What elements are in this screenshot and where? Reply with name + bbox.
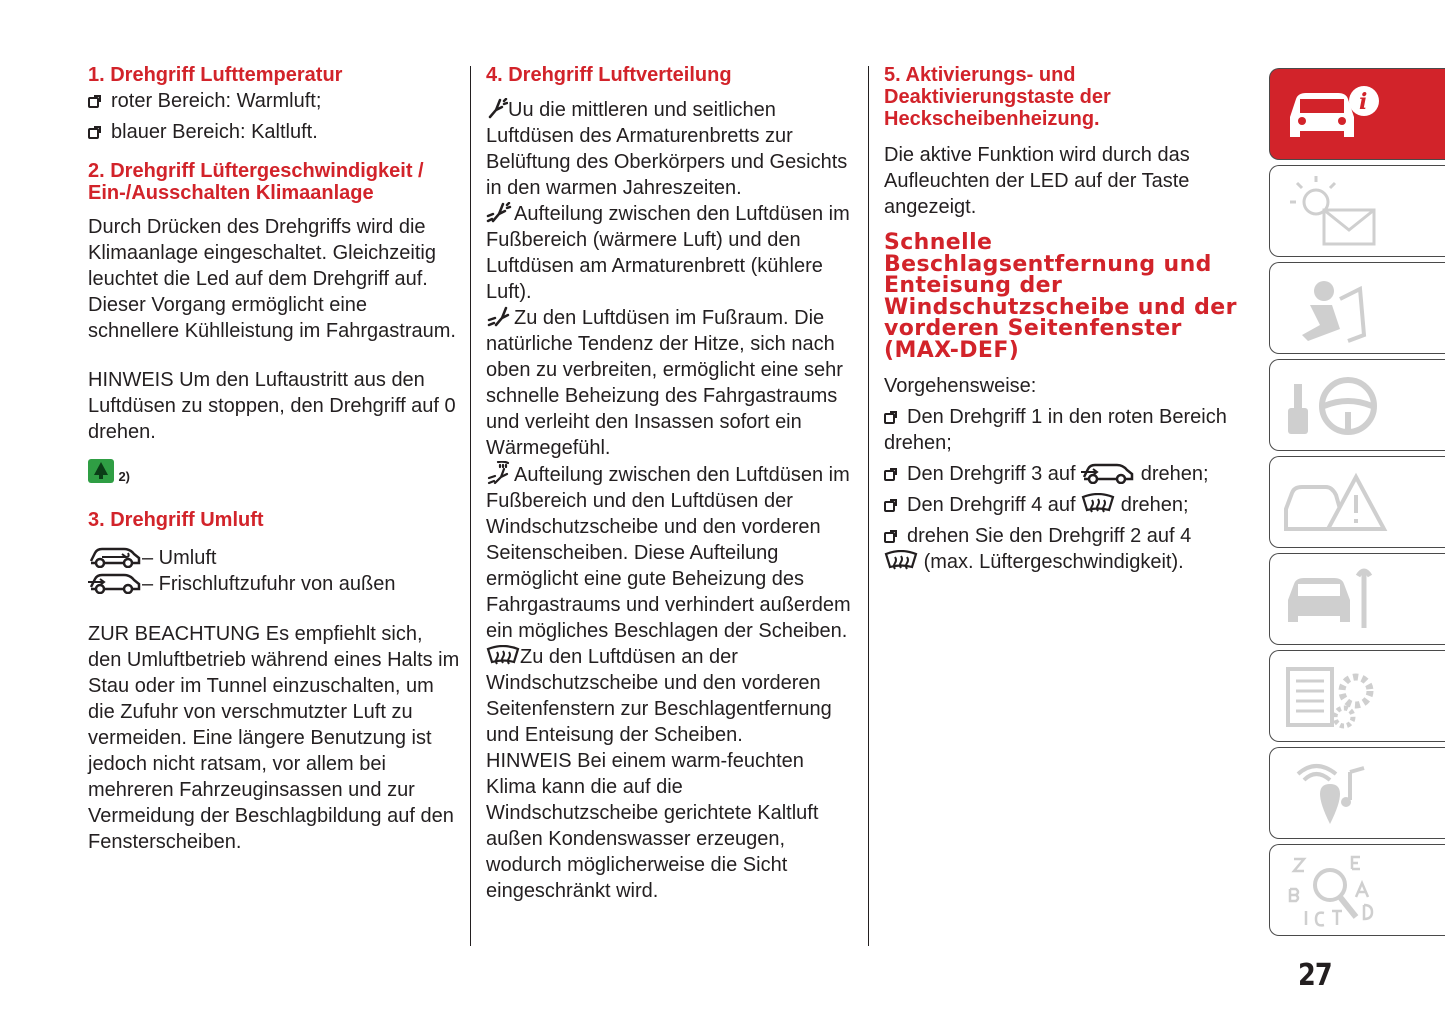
column-1 — [88, 62, 460, 855]
lights-envelope-icon — [1280, 172, 1390, 252]
bullet-blue-range: blauer Bereich: Kaltluft. — [88, 119, 460, 145]
tab-maintenance[interactable] — [1269, 553, 1445, 645]
tab-technical-data[interactable] — [1269, 650, 1445, 742]
note-humid-climate: HINWEIS Bei einem warm-feuchten Klima kann die auf die Windschutzscheibe gerichtete Kaltluft außen Kondenswasser erzeugen, wodurch möglicherweise die Sicht eingeschränkt wird. — [486, 750, 819, 902]
tab-dashboard-info[interactable] — [1269, 68, 1445, 160]
windscreen-defrost-icon — [884, 550, 918, 572]
column-3 — [884, 62, 1256, 575]
fresh-air-car-icon — [88, 572, 142, 594]
vent-feet-windscreen-icon — [486, 461, 514, 485]
bullet-icon — [884, 470, 895, 481]
step-1: Den Drehgriff 1 in den roten Bereich drehen; — [884, 406, 1227, 454]
heading-rear-window-heating: 5. Aktivierungs- und Deaktivierungstaste der Heckscheibenheizung. — [884, 64, 1111, 130]
tab-index[interactable] — [1269, 844, 1445, 936]
bullet-icon — [884, 532, 895, 543]
bullet-icon — [884, 501, 895, 512]
page-number: 27 — [1297, 958, 1332, 993]
fresh-air-item: – Frischluftzufuhr von außen — [88, 571, 460, 597]
bullet-icon — [884, 413, 895, 424]
heading-recirculation: 3. Drehgriff Umluft — [88, 509, 264, 531]
warning-reference: 2) — [88, 459, 460, 487]
heading-max-def: Schnelle Beschlagsentfernung und Enteisung der Windschutzscheibe und der vorderen Seitenfenster (MAX-DEF) — [884, 230, 1237, 363]
windscreen-defrost-icon — [486, 645, 520, 667]
car-tools-icon — [1280, 560, 1390, 640]
distribution-face: Uu die mittleren und seitlichen Luftdüsen des Armaturenbretts zur Belüftung des Oberkörpers und Gesichts in den warmen Jahreszeiten. — [486, 99, 848, 199]
car-warning-triangle-icon — [1280, 463, 1390, 543]
distribution-windscreen: Zu den Luftdüsen an der Windschutzscheibe und den vorderen Seitenfenstern zur Beschlagentfernung und Enteisung der Scheiben. — [486, 646, 832, 746]
heading-air-distribution: 4. Drehgriff Luftverteilung — [486, 64, 732, 86]
distribution-feet: Zu den Luftdüsen im Fußraum. Die natürliche Tendenz der Hitze, sich nach oben zu verbreiten, ermöglicht eine sehr schnelle Beheizung des Fahrgastraums und verleiht den Insassen sofort ein Wärmegefühl. — [486, 307, 843, 459]
recirculation-item: – Umluft — [88, 545, 460, 571]
paragraph-ac-activation: Durch Drücken des Drehgriffs wird die Klimaanlage eingeschaltet. Gleichzeitig leuchtet die Led auf dem Drehgriff auf. Dieser Vorgang ermöglicht eine schnellere Kühlleistung im Fahrgastraum. — [88, 216, 456, 342]
multimedia-note-icon — [1280, 754, 1390, 834]
heading-air-temperature: 1. Drehgriff Lufttemperatur — [88, 64, 343, 86]
tab-starting-driving[interactable] — [1269, 359, 1445, 451]
distribution-feet-windscreen: Aufteilung zwischen den Luftdüsen im Fußbereich und den Luftdüsen der Windschutzscheibe und den vorderen Seitenscheiben. Diese Aufteilung ermöglicht eine gute Beheizung des Fahrgastraums und verhindert außerdem ein mögliches Beschlagen der Scheiben. — [486, 461, 858, 644]
bullet-red-range: roter Bereich: Warmluft; — [88, 88, 460, 114]
warning-tree-icon — [88, 459, 114, 483]
step-3: Den Drehgriff 4 auf drehen; — [884, 492, 1256, 518]
document-gear-icon — [1280, 657, 1390, 737]
index-magnifier-icon — [1280, 851, 1390, 931]
heading-fan-speed: 2. Drehgriff Lüftergeschwindigkeit / Ein-/Ausschalten Klimaanlage — [88, 160, 424, 204]
caution-paragraph: ZUR BEACHTUNG Es empfiehlt sich, den Umluftbetrieb während eines Halts im Stau oder im Tunnel einzuschalten, um die Zufuhr von verschmutzter Luft zu vermeiden. Eine längere Benutzung ist jedoch nicht ratsam, vor allem bei mehreren Fahrzeuginsassen und zur Vermeidung der Beschlagbildung auf den Fensterscheiben. — [88, 623, 460, 853]
distribution-face-feet: Aufteilung zwischen den Luftdüsen im Fußbereich (wärmere Luft) und den Luftdüsen am Armaturenbrett (kühlere Luft). — [486, 203, 850, 303]
bullet-icon — [88, 128, 99, 139]
car-info-icon — [1280, 75, 1390, 155]
airbag-seat-icon — [1280, 269, 1390, 349]
tab-lights-messages[interactable] — [1269, 165, 1445, 257]
tab-multimedia[interactable] — [1269, 747, 1445, 839]
vent-feet-icon — [486, 306, 514, 328]
column-divider — [868, 66, 869, 946]
bullet-icon — [88, 97, 99, 108]
step-2: Den Drehgriff 3 auf drehen; — [884, 461, 1256, 487]
key-steering-wheel-icon — [1280, 366, 1390, 446]
column-divider — [470, 66, 471, 946]
vent-face-feet-icon — [486, 202, 514, 224]
step-4: drehen Sie den Drehgriff 2 auf 4 (max. Lüftergeschwindigkeit). — [884, 523, 1256, 575]
recirculation-car-icon — [88, 546, 142, 568]
procedure-label: Vorgehensweise: — [884, 375, 1037, 397]
tab-emergency[interactable] — [1269, 456, 1445, 548]
fresh-air-car-icon — [1081, 462, 1135, 484]
svg-text:i: i — [1359, 89, 1368, 115]
vent-face-icon — [486, 98, 508, 120]
note-air-stop: HINWEIS Um den Luftaustritt aus den Luftdüsen zu stoppen, den Drehgriff auf 0 drehen. — [88, 369, 456, 443]
tab-safety[interactable] — [1269, 262, 1445, 354]
windscreen-defrost-icon — [1081, 493, 1115, 515]
paragraph-led-indicator: Die aktive Funktion wird durch das Aufleuchten der LED auf der Taste angezeigt. — [884, 144, 1190, 218]
column-2 — [486, 62, 858, 904]
